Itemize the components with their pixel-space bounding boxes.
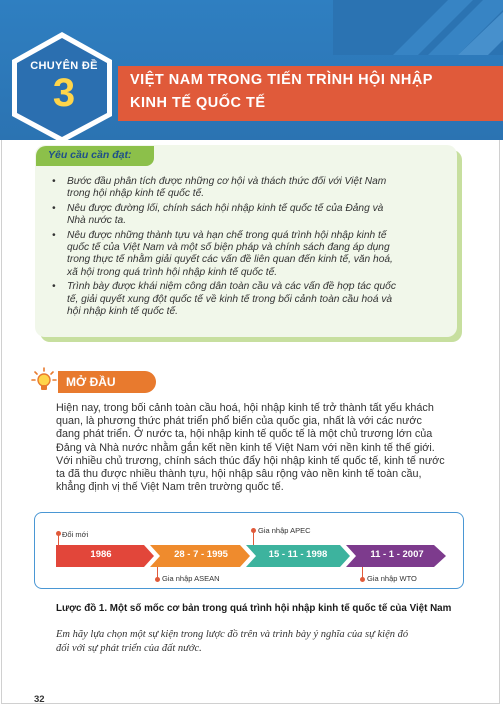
timeline-date: 15 - 11 - 1998 (268, 549, 328, 560)
timeline-note: Gia nhập ASEAN (162, 574, 220, 583)
requirement-item: • Trình bày được khái niệm công dân toàn cầu và các vấn đề hợp tác quốc tế, giải quyết xung đột quốc tế về kinh tế trong bối cảnh toàn cầu hoá và hội nhập kinh tế quốc tế. (52, 281, 396, 318)
page-title-line-1: VIỆT NAM TRONG TIẾN TRÌNH HỘI NHẬP (130, 72, 433, 88)
intro-paragraph: Hiện nay, trong bối cảnh toàn cầu hoá, hội nhập kinh tế trở thành tất yếu khách quan, là phương thức phát triển phổ biến của quốc gia, nhất là với các nước đang phát triển. Ở nước ta, hội nhập kinh tế quốc tế là một chủ trương lớn của Đảng và Nhà nước nhằm gắn kết nền kinh tế Việt Nam với nền kinh tế thế giới. Với nhiều chủ trương, chính sách thúc đẩy hội nhập kinh tế quốc tế, kinh tế nước ta đã thu được nhiều thành tựu, hội nhập sâu rộng vào nền kinh tế toàn cầu, khẳng định vị thế Việt Nam trên trường quốc tế. (56, 402, 445, 494)
timeline-note: Đổi mới (62, 530, 89, 539)
timeline-date: 1986 (90, 549, 112, 560)
requirement-item: • Nêu được đường lối, chính sách hội nhập kinh tế quốc tế của Đảng và Nhà nước ta. (52, 202, 384, 227)
timeline-pin (253, 530, 254, 545)
lightbulb-icon (30, 366, 58, 394)
timeline-pin (58, 533, 59, 545)
timeline-caption: Lược đồ 1. Một số mốc cơ bản trong quá trình hội nhập kinh tế quốc tế của Việt Nam (56, 603, 452, 614)
intro-heading: MỞ ĐẦU (66, 375, 116, 389)
header-decoration (333, 0, 503, 55)
chapter-word: CHUYÊN ĐỀ (30, 60, 98, 72)
question-text: Em hãy lựa chọn một sự kiện trong lược đồ trên và trình bày ý nghĩa của sự kiện đó đối với sự phát triển của đất nước. (56, 629, 409, 654)
requirements-list (50, 176, 445, 320)
timeline-note: Gia nhập WTO (367, 574, 417, 583)
timeline-pin-dot (155, 577, 160, 582)
timeline-note: Gia nhập APEC (258, 526, 311, 535)
requirement-item: • Bước đầu phân tích được những cơ hội và thách thức đối với Việt Nam trong hội nhập kinh tế quốc tế. (52, 176, 387, 200)
timeline-date: 11 - 1 - 2007 (370, 549, 424, 560)
page-title-line-2: KINH TẾ QUỐC TẾ (130, 95, 266, 111)
page-number: 32 (34, 694, 45, 705)
timeline-pin-dot (360, 577, 365, 582)
requirements-label: Yêu cầu cần đạt: (48, 149, 132, 161)
timeline-date: 28 - 7 - 1995 (174, 549, 228, 560)
requirement-item: • Nêu được những thành tựu và hạn chế trong quá trình hội nhập kinh tế quốc tế của Việt Nam và một số biện pháp và chính sách đang áp dụng trong thực tế nhằm giải quyết các vấn đề liên quan đến kinh tế, văn hoá, xã hội trong quá trình hội nhập kinh tế quốc tế. (52, 229, 393, 278)
chapter-number: 3 (52, 71, 76, 115)
